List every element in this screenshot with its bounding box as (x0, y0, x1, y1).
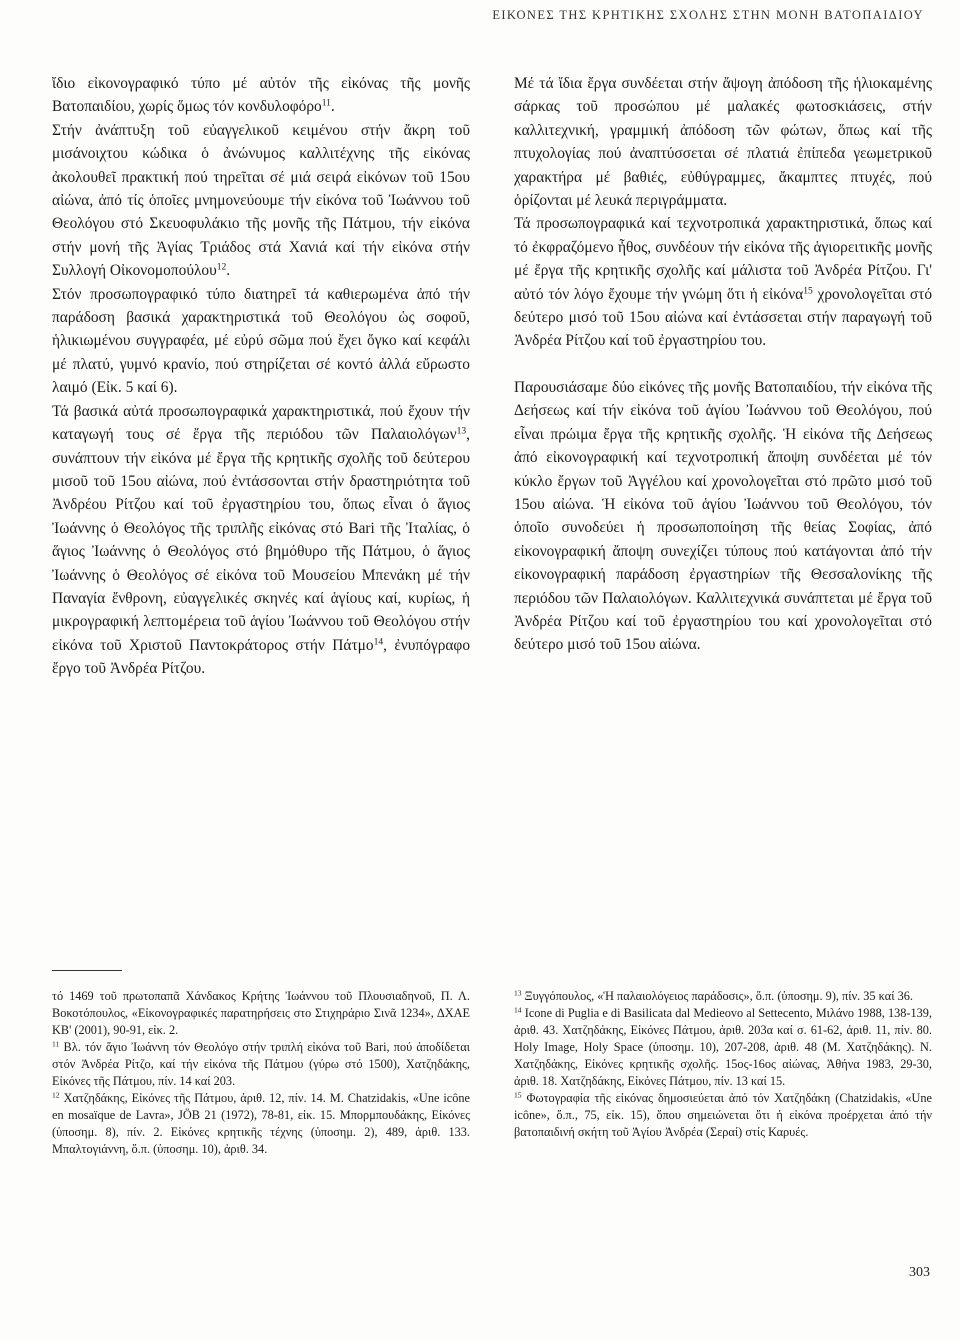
footnote-number: 14 (514, 1005, 522, 1015)
footnote (514, 988, 932, 1005)
footnote-divider (52, 970, 122, 971)
footnote: τό 1469 τοῦ πρωτοπαπᾶ Χάνδακος Κρήτης Ἰωάννου τοῦ Πλουσιαδηνοῦ, Π. Λ. Βοκοτόπουλος, «Εἰκονογραφικές παρατηρήσεις στο Στιχηράριο Σινᾶ 1234», ΔΧΑΕ ΚΒ' (2001), 90-91, εἰκ. 2. (52, 989, 470, 1037)
footnote-number: 15 (514, 1090, 522, 1100)
text: Icone di Puglia e di Basilicata dal Medieovo al Settecento, Μιλάνο 1988, 138-139, ἀριθ. 43. Χατζηδάκης, Εἰκόνες Πάτμου, ἀριθ. 203α καί σ. 61-62, ἀριθ. 11, πίν. 80. Holy Image, Holy Space (ὑποσημ. 10), 207-208, ἀριθ. 48 (Μ. Χατζηδάκης). Ν. Χατζηδάκης, Εἰκόνες κρητικῆς σχολῆς. 15ος-16ος αἰώνας, Ἀθήνα 1983, 29-30, ἀριθ. 18. Χατζηδάκης, Εἰκόνες Πάτμου, πίν. 13 καί 15. (514, 1006, 932, 1088)
text: , ἐνυπόγραφο ἔργο τοῦ Ἀνδρέα Ρίτζου. (52, 636, 471, 678)
footnote-ref: 14 (373, 636, 384, 648)
footnote (514, 1005, 932, 1090)
text: Τά προσωπογραφικά καί τεχνοτροπικά χαρακτηριστικά, ὅπως καί τό ἐκφραζόμενο ἦθος, συνδέουν τήν εἰκόνα τῆς ἁγιορειτικῆς μονῆς μέ ἔργα τῆς κρητικῆς σχολῆς καί μάλιστα τοῦ Ἀνδρέα Ρίτζου. Γι' αὐτό τόν λόγο ἔχουμε τήν γνώμη ὅτι ἡ εἰκόνα (514, 215, 932, 303)
paragraph: Στόν προσωπογραφικό τύπο διατηρεῖ τά καθιερωμένα ἀπό τήν παράδοση βασικά χαρακτηριστικά τοῦ Θεολόγου ὡς σοφοῦ, ἡλικιωμένου συγγραφέα, μέ εὐρύ σῶμα πού ἔχει ὄγκο καί κεφάλι μέ πλατύ, γυμνό κρανίο, πού στηρίζεται σέ κοντό ἀλλά εὔρωστο λαιμό (Εἰκ. 5 καί 6). (52, 285, 470, 397)
paragraph: Μέ τά ἴδια ἔργα συνδέεται στήν ἄψογη ἀπόδοση τῆς ἡλιοκαμένης σάρκας τοῦ προσώπου μέ μαλακές φωτοσκιάσεις, στήν καλλιτεχνική, γραμμική ἀπόδοση τῶν φώτων, ὅπως καί τῆς πτυχολογίας πού ἀναπτύσσεται σέ πλατιά ἐπίπεδα γεωμετρικοῦ χαρακτήρα μέ βαθιές, εὐθύγραμμες, ἄκαμπτες πτυχές, πού ὁρίζονται μέ λευκά περιγράμματα. (514, 75, 932, 210)
page-number: 303 (909, 1265, 930, 1280)
footnote-ref: 11 (321, 97, 331, 109)
paragraph (514, 212, 932, 352)
left-text-column (52, 72, 470, 681)
running-header: ΕΙΚΟΝΕΣ ΤΗΣ ΚΡΗΤΙΚΗΣ ΣΧΟΛΗΣ ΣΤΗΝ ΜΟΝΗ ΒΑΤΟΠΑΙΔΙΟΥ (492, 8, 924, 22)
text: Στήν ἀνάπτυξη τοῦ εὐαγγελικοῦ κειμένου στήν ἄκρη τοῦ μισάνοιχτου κώδικα ὁ ἀνώνυμος καλλιτέχνης τῆς εἰκόνας ἀκολουθεῖ πρακτική πού τηρεῖται σέ μιά σειρά εἰκόνων τοῦ 15ου αἰώνα, ἀπό τίς ὁποῖες μνημονεύουμε τήν εἰκόνα τοῦ Ἰωάννου τοῦ Θεολόγου στό Σκευοφυλάκιο τῆς μονῆς τῆς Πάτμου, τήν εἰκόνα στήν μονή τῆς Ἁγίας Τριάδος στά Χανιά καί τήν εἰκόνα στήν Συλλογή Οἰκονομοπούλου (52, 121, 470, 280)
text: ἴδιο εἰκονογραφικό τύπο μέ αὐτόν τῆς εἰκόνας τῆς μονῆς Βατοπαιδίου, χωρίς ὅμως τόν κονδυλοφόρο (52, 75, 470, 116)
footnote-number: 12 (52, 1090, 60, 1100)
footnote-ref: 13 (456, 425, 467, 437)
footnote (52, 1039, 470, 1090)
text: Χατζηδάκης, Εἰκόνες τῆς Πάτμου, ἀριθ. 12, πίν. 14. M. Chatzidakis, «Une icône en mosaïque de Lavra», JÖB 21 (1972), 78-81, εἰκ. 15. Μπορμπουδάκης, Εἰκόνες (ὑποσημ. 8), πίν. 2. Εἰκόνες κρητικῆς τέχνης (ὑποσημ. 2), 489, ἀριθ. 133. Μπαλτογιάννη, ὅ.π. (ὑποσημ. 10), ἀριθ. 34. (52, 1091, 470, 1156)
right-text-column (514, 72, 932, 657)
text: . (330, 98, 335, 116)
footnote (514, 1090, 932, 1141)
footnote-number: 11 (52, 1039, 60, 1049)
paragraph (52, 119, 470, 283)
paragraph (52, 72, 470, 119)
footnote-ref: 12 (216, 261, 227, 273)
footnotes-right (514, 988, 932, 1141)
paragraph (52, 400, 470, 681)
text: . (226, 262, 231, 280)
paragraph-gap (514, 353, 932, 376)
text: Φωτογραφία τῆς εἰκόνας δημοσιεύεται ἀπό τόν Χατζηδάκη (Chatzidakis, «Une icône», ὅ.π., 75, εἰκ. 15), ὅπου σημειώνεται ὅτι ἡ εἰκόνα προέρχεται ἀπό τήν βατοπαιδινή σκήτη τοῦ Ἁγίου Ἀνδρέα (Σεραί) στίς Καρυές. (514, 1091, 932, 1139)
footnotes-left (52, 988, 470, 1158)
text: Ξυγγόπουλος, «Ἡ παλαιολόγειος παράδοσις», ὅ.π. (ὑποσημ. 9), πίν. 35 καί 36. (521, 989, 913, 1003)
text: χρονολογεῖται στό δεύτερο μισό τοῦ 15ου αἰώνα καί ἐντάσσεται στήν παραγωγή τοῦ Ἀνδρέα Ρίτζου καί τοῦ ἐργαστηρίου του. (514, 285, 933, 350)
text: , συνάπτουν τήν εἰκόνα μέ ἔργα τῆς κρητικῆς σχολῆς τοῦ δεύτερου μισοῦ τοῦ 15ου αἰώνα, πού ἐντάσσονται στήν δραστηριότητα τοῦ Ἀνδρέου Ρίτζου καί τοῦ ἐργαστηρίου του, ὅπως εἶναι ὁ ἅγιος Ἰωάννης ὁ Θεολόγος τῆς τριπλῆς εἰκόνας στό Bari τῆς Ἰταλίας, ὁ ἅγιος Ἰωάννης ὁ Θεολόγος στό βημόθυρο τῆς Πάτμου, ὁ ἅγιος Ἰωάννης ὁ Θεολόγος σέ εἰκόνα τοῦ Μουσείου Μπενάκη μέ τήν Παναγία ἔνθρονη, εὐαγγελικές σκηνές καί ἁγίους καί, κυρίως, ἡ μικρογραφική λεπτομέρεια τοῦ ἁγίου Ἰωάννου τοῦ Θεολόγου στήν εἰκόνα τοῦ Χριστοῦ Παντοκράτορος στήν Πάτμο (52, 426, 470, 654)
footnote-number: 13 (514, 988, 522, 998)
paragraph: Παρουσιάσαμε δύο εἰκόνες τῆς μονῆς Βατοπαιδίου, τήν εἰκόνα τῆς Δεήσεως καί τήν εἰκόνα τοῦ ἁγίου Ἰωάννου τοῦ Θεολόγου, πού εἶναι πρώιμα ἔργα τῆς κρητικῆς σχολῆς. Ἡ εἰκόνα τῆς Δεήσεως ἀπό εἰκονογραφική καί τεχνοτροπική ἄποψη συνδέεται μέ τόν κύκλο ἔργων τοῦ Ἀγγέλου καί χρονολογεῖται στό πρῶτο μισό τοῦ 15ου αἰώνα. Ἡ εἰκόνα τοῦ ἁγίου Ἰωάννου τοῦ Θεολόγου, τόν ὁποῖο συνοδεύει ἡ προσωποποίηση τῆς θείας Σοφίας, ἀπό εἰκονογραφική ἄποψη συνεχίζει τύπους πού κατάγονται ἀπό τήν εἰκονογραφική παράδοση ἐργαστηρίων τῆς Θεσσαλονίκης τῆς περιόδου τῶν Παλαιολόγων. Καλλιτεχνικά συνάπτεται μέ ἔργα τοῦ Ἀνδρέα Ρίτζου καί τοῦ ἐργαστηρίου του καί χρονολογεῖται στό δεύτερο μισό τοῦ 15ου αἰώνα. (514, 378, 932, 654)
footnote-ref: 15 (803, 284, 813, 296)
text: Τά βασικά αὐτά προσωπογραφικά χαρακτηριστικά, πού ἔχουν τήν καταγωγή τους σέ ἔργα τῆς περιόδου τῶν Παλαιολόγων (52, 402, 470, 444)
footnote (52, 1090, 470, 1158)
text: Βλ. τόν ἅγιο Ἰωάννη τόν Θεολόγο στήν τριπλή εἰκόνα τοῦ Bari, πού ἀποδίδεται στόν Ἀνδρέα Ρίτζο, καί τήν εἰκόνα τῆς Πάτμου (γύρω στό 1500), Χατζηδάκης, Εἰκόνες τῆς Πάτμου, πίν. 14 καί 203. (52, 1040, 470, 1088)
